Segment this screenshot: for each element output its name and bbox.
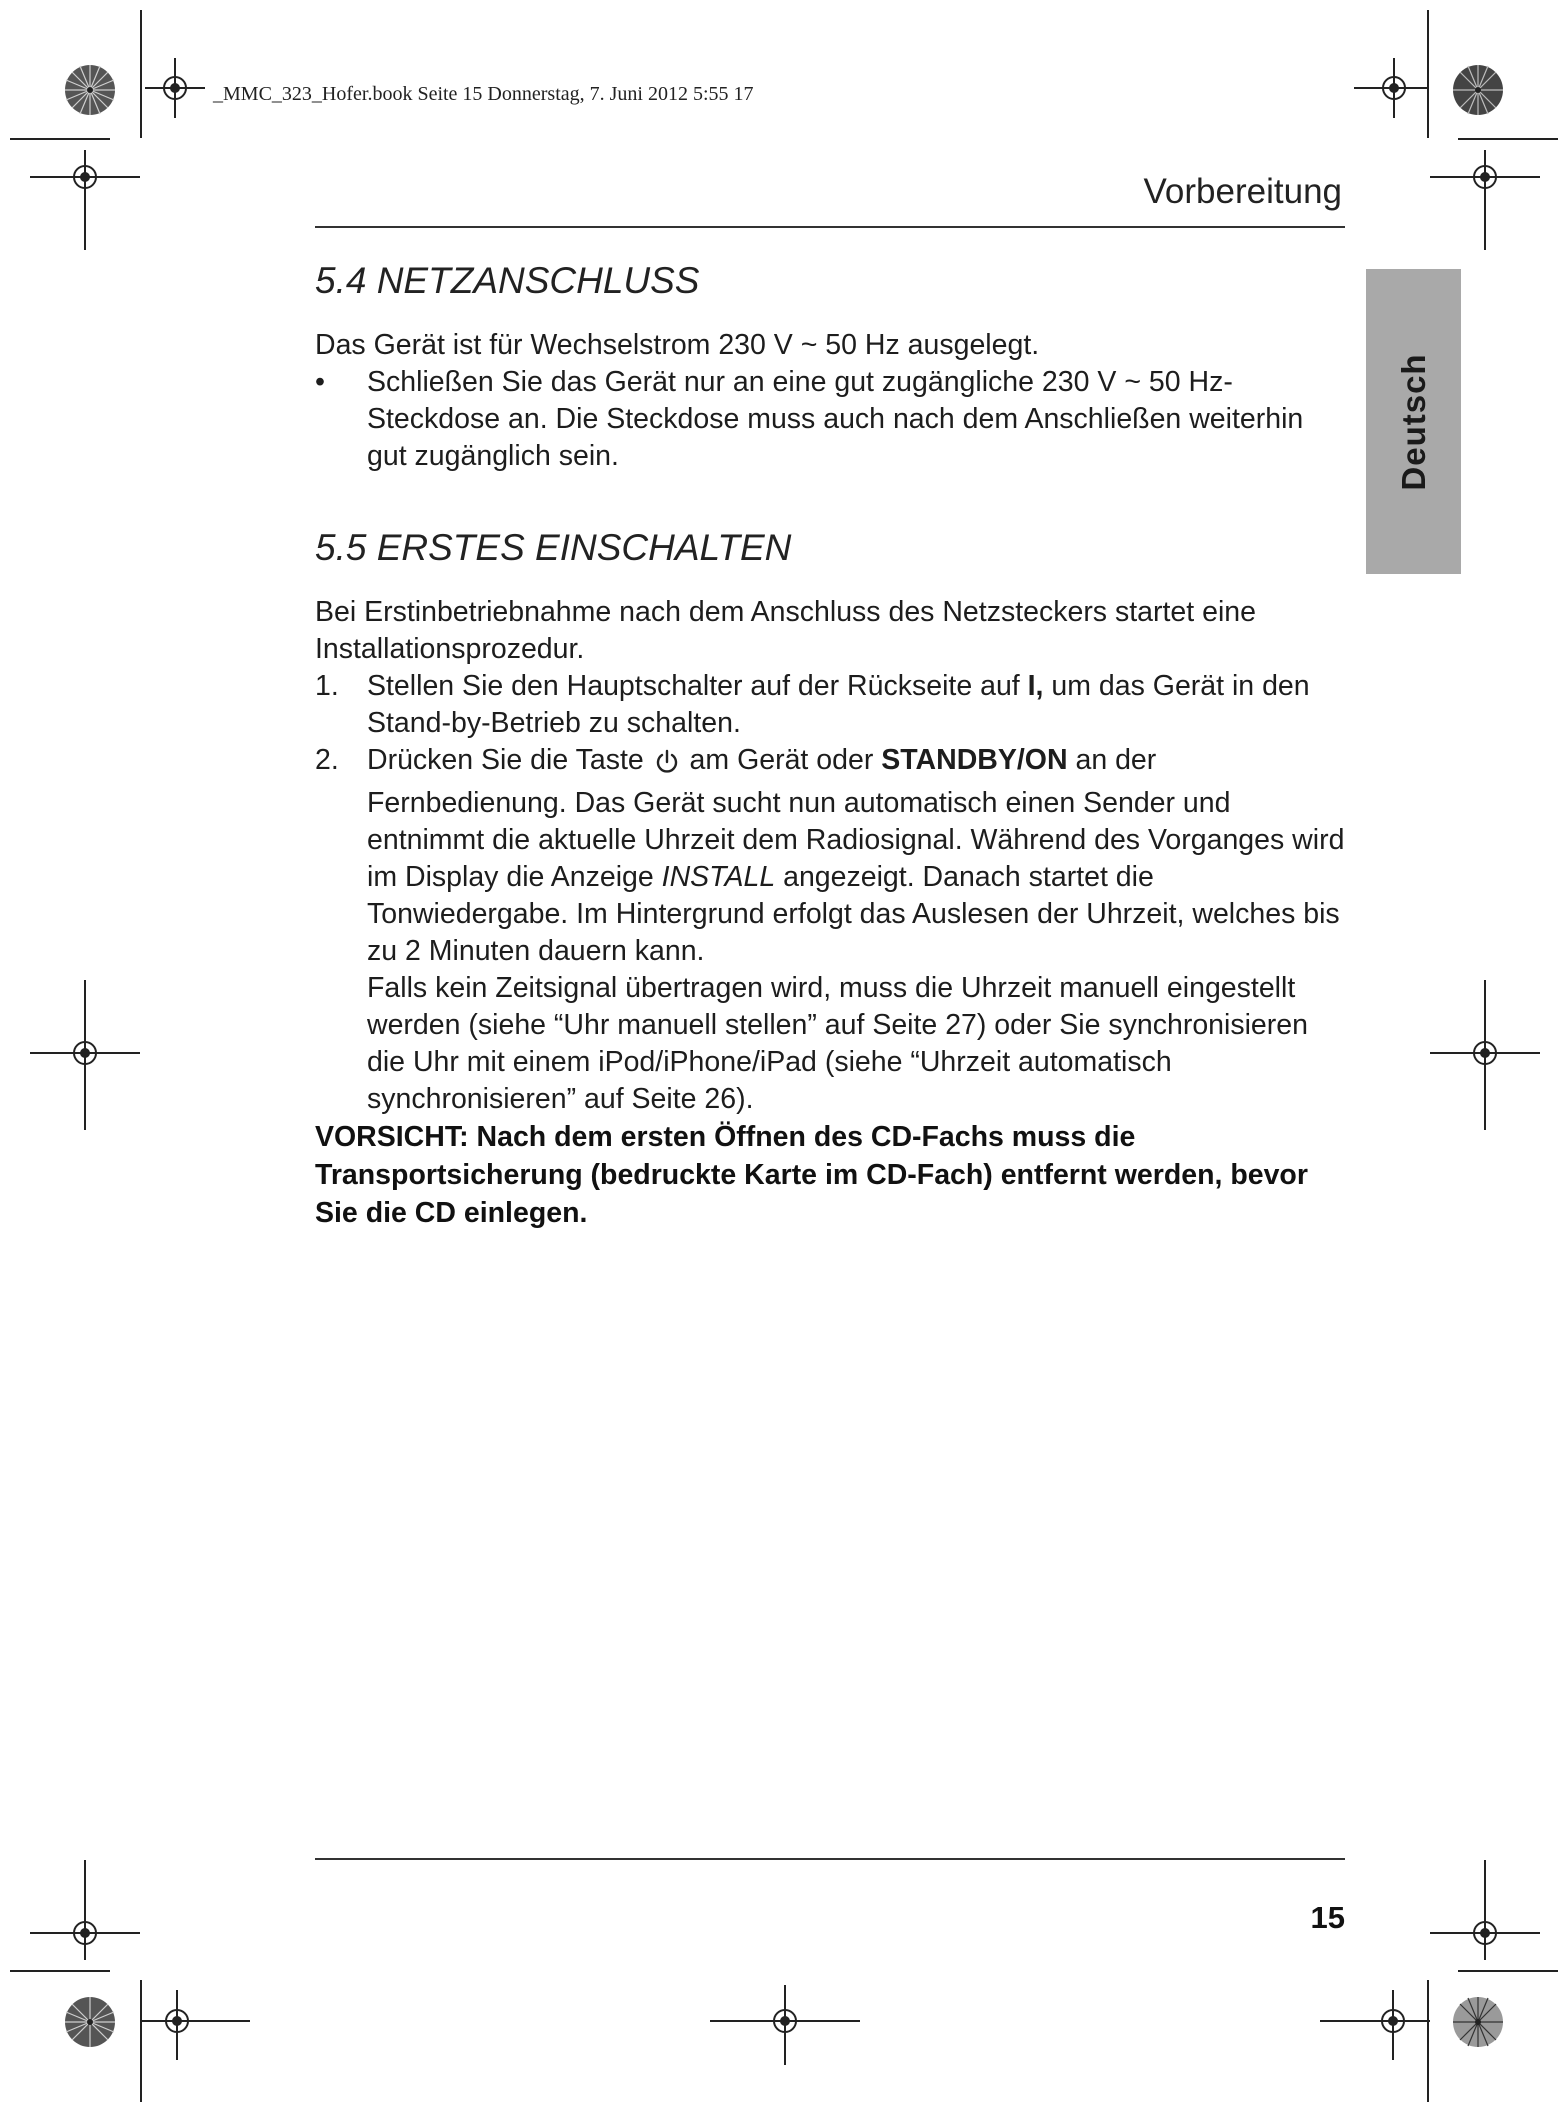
switch-position: I, xyxy=(1027,670,1044,702)
registration-crosshair-icon xyxy=(30,980,140,1130)
registration-crosshair-icon xyxy=(30,1860,140,1970)
section-body-netzanschluss xyxy=(315,327,1345,475)
registration-crosshair-icon xyxy=(1320,1990,1430,2060)
step-text: am Gerät oder xyxy=(681,744,882,776)
registration-crosshair-icon xyxy=(710,1985,860,2065)
display-text: INSTALL xyxy=(661,861,776,893)
registration-crosshair-icon xyxy=(140,48,210,128)
print-info: _MMC_323_Hofer.book Seite 15 Donnerstag, 7. Juni 2012 5:55 17 xyxy=(213,83,754,105)
registration-crosshair-icon xyxy=(30,140,140,250)
crop-line xyxy=(10,1970,110,1972)
warning-text: VORSICHT: Nach dem ersten Öffnen des CD-Fachs muss die Transportsicherung (bedruckte Karte im CD-Fach) entfernt werden, bevor Sie die CD einlegen. xyxy=(315,1121,1308,1229)
footer-rule xyxy=(315,1858,1345,1860)
registration-crosshair-icon xyxy=(140,1990,250,2060)
numbered-step xyxy=(315,742,1345,1118)
step-text: an der Fernbedienung. Das Gerät sucht nun automatisch einen Sender und entnimmt die aktuelle Uhrzeit dem Radiosignal. Während des Vorganges wird im Display die Anzeige xyxy=(367,744,1345,893)
header-rule xyxy=(315,226,1345,228)
list-item xyxy=(315,364,1345,475)
section-heading-netzanschluss: 5.4 NETZANSCHLUSS xyxy=(315,260,700,301)
language-tab xyxy=(1366,269,1461,574)
numbered-step xyxy=(315,668,1345,742)
registration-crosshair-icon xyxy=(1430,980,1540,1130)
star-target-icon xyxy=(64,64,116,116)
standby-button-label: STANDBY/ON xyxy=(881,744,1068,776)
star-target-icon xyxy=(1452,64,1504,116)
step-text: Stellen Sie den Hauptschalter auf der Rückseite auf xyxy=(367,670,1028,702)
registration-crosshair-icon xyxy=(1354,48,1434,128)
step-note: Falls kein Zeitsignal übertragen wird, muss die Uhrzeit manuell eingestellt werden (siehe “Uhr manuell stellen” auf Seite 27) oder Sie synchronisieren die Uhr mit einem iPod/iPhone/iPad (siehe “Uhrzeit automatisch synchronisieren” auf Seite 26). xyxy=(367,972,1308,1115)
star-target-icon xyxy=(64,1996,116,2048)
step-number: 2. xyxy=(315,744,339,776)
crop-line xyxy=(1458,1970,1558,1972)
section-heading-erstes-einschalten: 5.5 ERSTES EINSCHALTEN xyxy=(315,527,792,568)
page-number: 15 xyxy=(1310,1900,1345,1935)
registration-crosshair-icon xyxy=(1430,140,1540,250)
paragraph: Das Gerät ist für Wechselstrom 230 V ~ 50 Hz ausgelegt. xyxy=(315,329,1040,361)
step-text: um das Gerät in den Stand-by-Betrieb zu schalten. xyxy=(367,670,1310,739)
paragraph: Bei Erstinbetriebnahme nach dem Anschluss des Netzsteckers startet eine Installationsprozedur. xyxy=(315,596,1256,665)
registration-crosshair-icon xyxy=(1430,1860,1540,1970)
language-tab-label: Deutsch xyxy=(1394,352,1432,491)
step-text: angezeigt. Danach startet die Tonwiedergabe. Im Hintergrund erfolgt das Auslesen der Uhrzeit, welches bis zu 2 Minuten dauern kann. xyxy=(367,861,1340,967)
step-number: 1. xyxy=(315,670,339,702)
running-header-title: Vorbereitung xyxy=(1143,172,1342,211)
step-text: Drücken Sie die Taste xyxy=(367,744,644,776)
section-body-erstes-einschalten xyxy=(315,594,1345,1118)
bullet-marker: • xyxy=(315,366,325,398)
list-item-text: Schließen Sie das Gerät nur an eine gut zugängliche 230 V ~ 50 Hz-Steckdose an. Die Steckdose muss auch nach dem Anschließen weiterhin gut zugänglich sein. xyxy=(367,366,1304,472)
power-icon xyxy=(654,747,680,785)
star-target-icon xyxy=(1452,1996,1504,2048)
